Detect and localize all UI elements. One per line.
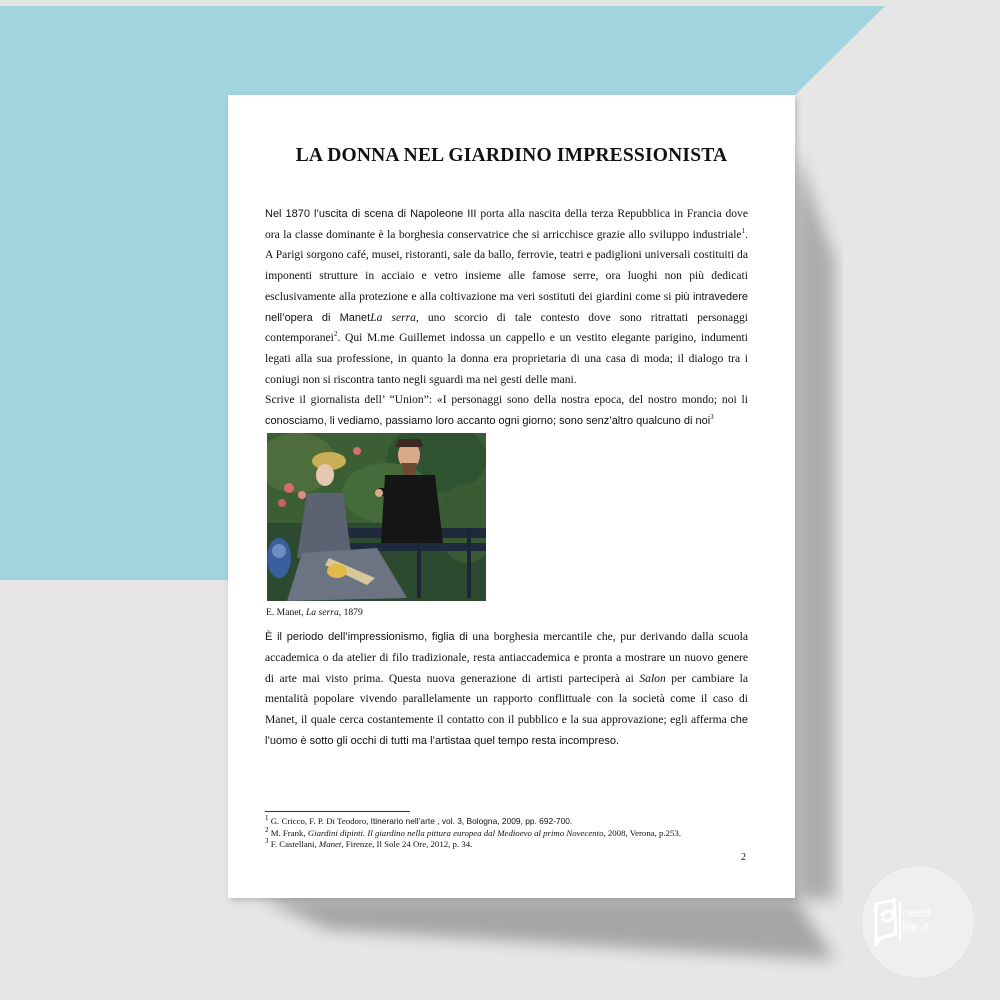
footnote-italic: Manet: [318, 839, 342, 849]
footnote-text: , Firenze, Il Sole 24 Ore, 2012, p. 34.: [341, 839, 473, 849]
para3-text-b: una borghesia mercantile che, pur derivando dalla scuola accademica o da atelier di filo tradizionale, resta antiaccademica e pronta a mostrare un nuovo genere di arte mai visto prima. Questa nuova generazione di artisti parteciperà ai: [265, 630, 748, 685]
footnote-text: F. Castellani,: [268, 839, 319, 849]
logo-line-2: file.it: [902, 919, 929, 934]
caption-suffix: , 1879: [338, 607, 363, 618]
body-text-bottom: [265, 627, 748, 752]
page-number: 2: [741, 852, 746, 863]
footnote-divider: [265, 811, 410, 812]
para1-text-f: . Qui M.me Guillemet indossa un cappello e un vestito elegante parigino, indumenti legati alla sua professione, in quanto la donna era proprietaria di una casa di moda; il dialogo tra i coniugi non si riscontra tanto negli sguardi ma nei gesti delle mani.: [265, 331, 748, 386]
caption-prefix: E. Manet,: [266, 607, 306, 618]
para3-text-a: È il periodo dell’impressionismo, figlia di: [265, 631, 468, 643]
para3-salon: Salon: [639, 671, 666, 685]
para1-text-b: porta alla nascita della terza Repubblica in Francia dove ora la classe dominante è la borghesia conservatrice che si arricchisce grazie allo sviluppo industriale: [265, 207, 749, 241]
footnote-italic: Giardini dipinti. Il giardino nella pittura europea dal Medioevo al primo Novecento: [307, 827, 604, 838]
logo-line-1: need: [902, 905, 931, 920]
footnote-ref-3: 3: [710, 413, 714, 422]
footnote-number: 3: [265, 837, 269, 846]
painting-image: [267, 433, 486, 601]
para2-text-a: Scrive il giornalista dell’ “Union”: «I personaggi sono della nostra epoca, del nostro mondo; noi li: [265, 393, 748, 407]
footnote-ref-1: 1: [741, 226, 746, 235]
para1-text-a: Nel 1870 l’uscita di scena di Napoleone III: [265, 208, 477, 220]
paragraph-3: [265, 627, 748, 752]
para3-text-c: per cambiare la mentalità popolare vivendo parallelamente un rapporto conflittuale con la società come il caso di Manet, il quale cerca costantemente il contatto con il pubblico e la sua approvazione; egli afferma: [265, 671, 748, 727]
logo-text: [902, 906, 931, 934]
footnote-text: , 2008, Verona, p.253.: [603, 827, 682, 838]
para1-text-d: più intravedere nell’opera di Manet: [265, 290, 748, 324]
para3-text-d: che l’uomo è sotto gli occhi di tutti ma l’artistaa quel tempo resta incompreso.: [265, 714, 748, 747]
para1-text-c: . A Parigi sorgono café, musei, ristoranti, sale da ballo, ferrovie, teatri e padiglioni universali costituiti da imponenti strutture in acciaio e vetro insieme alle famose serre, ora luoghi non più dedicati esclusivamente alla protezione e alla coltivazione ma veri sostituti dei giardini come si: [265, 227, 748, 303]
paragraph-1: [265, 204, 748, 390]
footnotes: [265, 816, 765, 851]
footnote-2: [265, 825, 765, 840]
footnote-number: 1: [265, 814, 269, 823]
footnote-text: M. Frank,: [268, 827, 308, 838]
image-caption: [266, 607, 363, 618]
body-text-top: [265, 204, 748, 432]
footnote-1: [265, 816, 765, 828]
caption-title: La serra: [305, 607, 339, 618]
para1-italic-title: La serra,: [370, 310, 419, 324]
para2-text-b: conosciamo, li vediamo, passiamo loro accanto ogni giorno; sono senz’altro qualcuno di noi: [265, 415, 711, 428]
footnote-3: [265, 839, 765, 851]
footnote-text: G. Cricco, F. P. Di Teodoro,: [268, 816, 371, 826]
document-page: [228, 95, 795, 898]
page-title: LA DONNA NEL GIARDINO IMPRESSIONISTA: [295, 145, 728, 166]
footnote-number: 2: [265, 825, 269, 834]
footnote-text: Itinerario nell’arte , vol. 3, Bologna, 2009, pp. 692-700.: [370, 816, 573, 826]
footnote-ref-2: 2: [333, 330, 338, 339]
paragraph-2: [265, 390, 748, 431]
para1-text-e: uno scorcio di tale contesto dove sono ritrattati personaggi contemporanei: [265, 310, 748, 345]
